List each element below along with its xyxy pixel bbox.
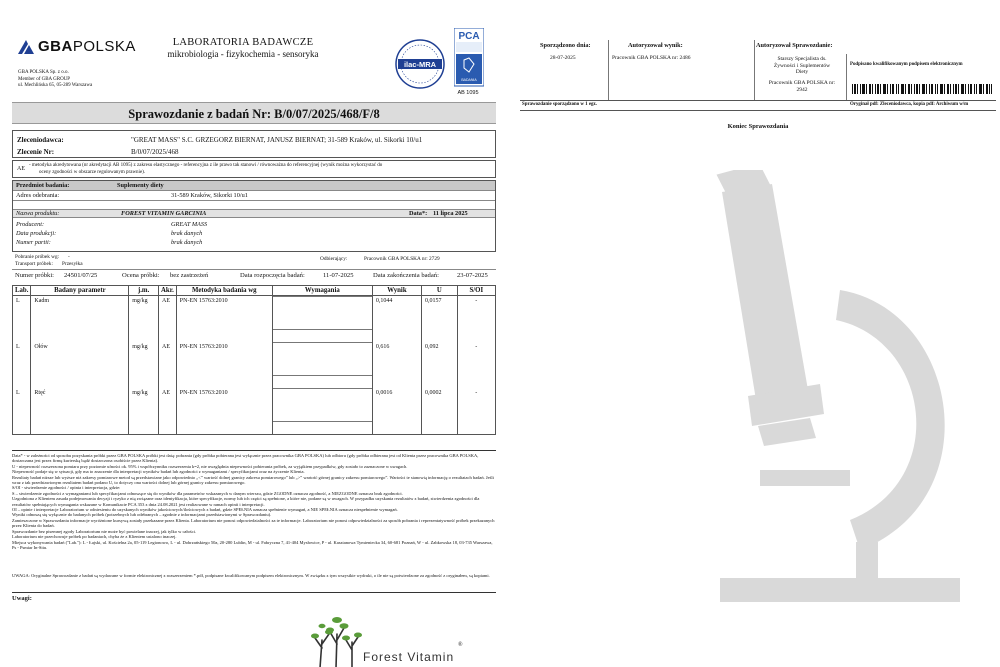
divider <box>520 110 996 111</box>
approved-role-line: Diety <box>795 69 809 76</box>
req-box <box>273 342 372 376</box>
ilac-text: ilac-MRA <box>403 60 437 69</box>
cell-akr: AE <box>159 342 177 388</box>
lab-subtitle: mikrobiologia - fizykochemia - sensoryka <box>167 49 319 59</box>
sampling-section <box>12 252 496 282</box>
cell-lab: L <box>13 388 31 434</box>
receiver-label: Odbierający: <box>320 256 348 262</box>
gba-logo <box>18 38 136 55</box>
divider <box>754 40 755 100</box>
grade-label: Ocena próbki: <box>122 272 160 279</box>
company-line: GBA POLSKA Sp. z o.o. <box>18 70 69 75</box>
col-header: Badany parametr <box>31 286 129 296</box>
end-date-label: Data zakończenia badań: <box>373 272 439 279</box>
cell-akr: AE <box>159 388 177 434</box>
subject-header-band <box>13 181 495 190</box>
cell-result: 0,0016 <box>372 388 421 434</box>
company-address <box>18 70 138 90</box>
footnote: Data* - w zależności od sposobu pozyskania próbki przez GBA POLSKA próbki jest datą: pobrania (gdy próbka pobierana jest wyłącznie przez pracownika GBA POLSKA) lub odbioru (gdy próbka odbierana jest od Klienta przez pracownika GBA POLSKA, dostarczana jest przez firmę kurierską bądź dostarczona osobiście przez Klienta). <box>12 453 479 464</box>
copies-note: Sprawozdanie sporządzono w 1 egz. <box>522 102 597 107</box>
product-value: FOREST VITAMIN GARCINIA <box>121 210 207 217</box>
divider <box>608 40 609 100</box>
ae-text-line1: - metodyka akredytowana (nr akredytacji AB 1095) z zakresu elastycznego - referencyjna z ile prawo tak stanowi / równoważna do referencyjnej (wynik można wykorzystać do <box>29 163 383 168</box>
pca-small-text: BADANIA <box>461 78 477 82</box>
cell-req <box>272 388 372 434</box>
footnote: Uzgodniona z Klientem zasada podejmowania decyzji i ryzyko z nią związane oraz identyfikacja, które specyfikacje, normy lub ich części są spełnione, a które nie, podane są w uwagach. W przypadku uzyskania rezultatów z badań, stwierdzenia zgodności dla rezultatów spełniających wymagania wskazane w Komunikacie PCA 353 z dnia 24.08.2021 jest realizowane w ramach opinii i interpretacji. <box>12 496 480 507</box>
col-header: Wymagania <box>272 286 372 296</box>
client-label: Zleceniodawca: <box>17 136 64 144</box>
prepared-label: Sporządzono dnia: <box>540 42 591 49</box>
cell-unit: mg/kg <box>129 388 159 434</box>
company-line: ul. Mechlińska 65, 05-289 Warszawa <box>18 83 93 88</box>
footnote: S – stwierdzenie zgodności z wymaganiami lub specyfikacjami odnoszące się do wyników dla parametrów wskazanych w danym wierszu, gdzie ZGODNE oznacza zgodność, a NIEZGODNE oznacza brak zgodności. <box>12 490 403 496</box>
divider <box>12 450 496 451</box>
footnote: Wyniki odnoszą się wyłącznie do badanych próbek (potrzebnych lub odebranych – zgodnie z informacjami przedstawionymi w Sprawozdaniu). <box>12 512 272 518</box>
divider <box>13 190 495 191</box>
signature-page <box>520 10 1000 660</box>
sampling-label: Pobranie próbek wg: <box>15 254 60 260</box>
footnote: Laboratorium nie przechowuje próbek po badaniach, chyba że z Klientem ustalono inaczej. <box>12 534 177 540</box>
footnote: Rezultaty badań niższe lub wyższe niż zakresy pomiarowe metod są przedstawiane jako odpowiednio „<” wartość dolnej granicy zakresu pomiarowego” lub „>” wartość górnej granicy zakresu pomiarowego”. Wartości te stanowią informację o rezultatach badań. Jeśli wraz z tak przedstawionym rezultatem badań podano U, to dotyczy ona wartości dolnej lub górnej granicy zakresu pomiarowego. <box>12 474 494 486</box>
footnote: OI – opinie i interpretacje Laboratorium w odniesieniu do uzyskanych wyników jakościowych/ilościowych z badań, gdzie SPEŁNIA oznacza spełnienie wymagań, a NIE SPEŁNIA oznacza niespełnienie wymagań. <box>12 507 398 513</box>
logo-bold: GBA <box>38 38 73 55</box>
sampling-value: - <box>68 254 70 260</box>
original-format-note: UWAGA: Oryginalne Sprawozdanie z badań są wydawane w formie elektronicznej z rozszerzeniem *.pdf, podpisane kwalifikowanym podpisem elektronicznym. W związku z tym wszystkie wydruki, o ile nie są potwierdzone za zgodność z oryginałem, są kopiami. <box>12 573 490 578</box>
pca-accreditation-icon <box>454 28 484 88</box>
producer-value: GREAT MASS <box>171 221 208 228</box>
subject-value: Suplementy diety <box>117 182 164 189</box>
client-section <box>12 130 496 158</box>
approved-employee <box>758 80 846 93</box>
approved-role <box>762 56 842 76</box>
footnote: Zamieszczone w Sprawozdaniu informacje wyróżnione kursywą zostały przekazane przez Klienta. Laboratorium nie ponosi odpowiedzialności za te informacje. Laboratorium nie ponosi odpowiedzialności za sposób pobrania i reprezentatywność próbek przekazanych przez Klienta do badań. <box>12 517 495 529</box>
start-date-value: 11-07-2025 <box>323 272 354 279</box>
footnote: U - niepewność rozszerzona pomiaru przy poziomie ufności ok. 95% i współczynniku rozszerzenia k=2, nie uwzględnia niepewności pobierania próbek, za wyjątkiem przypadków, gdy zostało to zaznaczone w uwagach. <box>12 463 408 469</box>
footnote: Sprawozdanie bez pisemnej zgody Laboratorium nie może być powielane inaczej, jak tylko w całości. <box>12 528 197 534</box>
cell-soi: - <box>457 388 495 434</box>
results-table <box>12 285 496 435</box>
authorized-label: Autoryzował wynik: <box>628 42 683 49</box>
address-value: 31-589 Kraków, Sikorki 10/u1 <box>171 192 248 199</box>
col-header: Wynik <box>372 286 421 296</box>
req-box <box>273 296 372 330</box>
col-header: Metodyka badania wg <box>176 286 272 296</box>
ae-code: AE <box>17 166 25 172</box>
ae-note <box>12 160 496 178</box>
col-header: S/OI <box>457 286 495 296</box>
cell-result: 0,616 <box>372 342 421 388</box>
sample-no-value: 24501/07/25 <box>64 272 98 279</box>
approved-label: Autoryzował Sprawozdanie: <box>756 42 833 49</box>
microscope-icon <box>660 170 980 630</box>
production-date-label: Data produkcji: <box>16 230 57 237</box>
footnote: Niepewność podaje się w sytuacji, gdy ma to znaczenie dla interpretacji wyników badań lub zgodności z wymaganiami / specyfikacjami oraz na życzenie Klienta. <box>12 469 305 475</box>
end-date-value: 23-07-2025 <box>457 272 488 279</box>
brand-name: Forest Vitamin <box>363 650 455 664</box>
cell-akr: AE <box>159 296 177 342</box>
cell-result: 0,1044 <box>372 296 421 342</box>
report-title: Sprawozdanie z badań Nr: B/0/07/2025/468/F/8 <box>12 102 496 124</box>
approved-role-line: Żywności i Suplementów <box>773 62 831 69</box>
divider <box>13 200 495 201</box>
grade-value: bez zastrzeżeń <box>170 272 209 279</box>
cell-soi: - <box>457 342 495 388</box>
cell-u: 0,092 <box>422 342 458 388</box>
cell-method: PN-EN 15763:2010 <box>176 296 272 342</box>
divider <box>520 100 996 101</box>
divider <box>12 269 496 270</box>
lab-title: LABORATORIA BADAWCZE <box>172 37 314 48</box>
subject-section <box>12 180 496 252</box>
logo-light: POLSKA <box>72 38 136 55</box>
cell-unit: mg/kg <box>129 342 159 388</box>
table-header-row <box>13 286 496 296</box>
batch-label: Numer partii: <box>16 239 51 246</box>
footnotes <box>12 453 496 550</box>
authorized-value: Pracownik GBA POLSKA nr: 2486 <box>612 55 691 61</box>
report-page <box>8 10 500 664</box>
sample-no-label: Numer próbki: <box>15 272 55 279</box>
company-line: Member of GBA GROUP <box>18 76 71 82</box>
col-header: Akr. <box>159 286 177 296</box>
gba-arrow-icon <box>18 40 34 54</box>
client-value: "GREAT MASS" S.C. GRZEGORZ BIERNAT, JANUSZ BIERNAT; 31-589 Kraków, ul. Sikorki 10/u1 <box>131 136 423 144</box>
col-header: U <box>422 286 458 296</box>
cell-lab: L <box>13 342 31 388</box>
order-value: B/0/07/2025/468 <box>131 148 179 156</box>
req-box <box>273 388 372 422</box>
table-row <box>13 296 496 342</box>
accreditation-number: AB 1095 <box>457 90 479 96</box>
receiver-value: Pracownik GBA POLSKA nr: 2729 <box>364 256 440 262</box>
subject-label: Przedmiot badania: <box>16 182 70 189</box>
transport-value: Przesyłka <box>62 261 83 267</box>
ilac-mra-icon <box>394 38 446 90</box>
product-date-value: 11 lipca 2025 <box>433 210 468 217</box>
pca-text: PCA <box>458 31 480 42</box>
cell-method: PN-EN 15763:2010 <box>176 388 272 434</box>
divider <box>12 592 496 593</box>
product-label: Nazwa produktu: <box>16 210 60 217</box>
col-header: Lab. <box>13 286 31 296</box>
end-of-report: Koniec Sprawozdania <box>727 123 789 130</box>
cell-u: 0,0002 <box>422 388 458 434</box>
prepared-value: 28-07-2025 <box>550 55 576 61</box>
cell-param: Rtęć <box>31 388 129 434</box>
footnote: S/OI - stwierdzenie zgodności / opinia i interpretacja, gdzie: <box>12 485 121 491</box>
brand-registered: ® <box>458 642 463 648</box>
signature-note: Podpisano kwalifikowanym podpisem elektronicznym <box>850 62 963 67</box>
cell-req <box>272 296 372 342</box>
approved-value-line: Pracownik GBA POLSKA nr: <box>768 80 836 86</box>
product-date-label: Data*: <box>409 210 428 217</box>
address-label: Adres odebrania: <box>16 192 60 199</box>
table-row <box>13 342 496 388</box>
cell-req <box>272 342 372 388</box>
cell-soi: - <box>457 296 495 342</box>
footnote: Miejsca wykonywania badań ("Lab."): L - Łajski, ul. Kościelna 2a, 05-119 Legionowo, L - ul. Dobrzańskiego 50a, 20-280 Lublin, M - ul. Fabryczna 7, 41-404 Mysłowice, P - ul. Kasztanowa Tymieniecka 34, 60-681 Poznań, W - ul. Zabkowska 18, 03-735 Warszawa, Ps - Psmiar In-Situ. <box>12 539 493 550</box>
col-header: j.m. <box>129 286 159 296</box>
cell-method: PN-EN 15763:2010 <box>176 342 272 388</box>
cell-u: 0,0157 <box>422 296 458 342</box>
cell-param: Kadm <box>31 296 129 342</box>
start-date-label: Data rozpoczęcia badań: <box>240 272 305 279</box>
original-note: Oryginał pdf: Zleceniodawca, kopia pdf: Archiwum w/m <box>850 102 969 107</box>
production-date-value: brak danych <box>171 230 203 237</box>
cell-unit: mg/kg <box>129 296 159 342</box>
transport-label: Transport próbek: <box>15 261 53 267</box>
approved-value-line: 2942 <box>796 86 808 93</box>
barcode-icon <box>852 84 992 94</box>
ae-text-line2: oceny zgodności w obszarze regulowanym prawnie). <box>39 170 146 175</box>
producer-label: Producent: <box>16 221 45 228</box>
batch-value: brak danych <box>171 239 203 246</box>
table-row <box>13 388 496 434</box>
divider <box>846 54 847 100</box>
cell-lab: L <box>13 296 31 342</box>
remarks-label: Uwagi: <box>12 595 32 602</box>
approved-role-line: Starszy Specjalista ds. <box>777 56 827 62</box>
cell-param: Ołów <box>31 342 129 388</box>
order-label: Zlecenie Nr: <box>17 148 55 156</box>
